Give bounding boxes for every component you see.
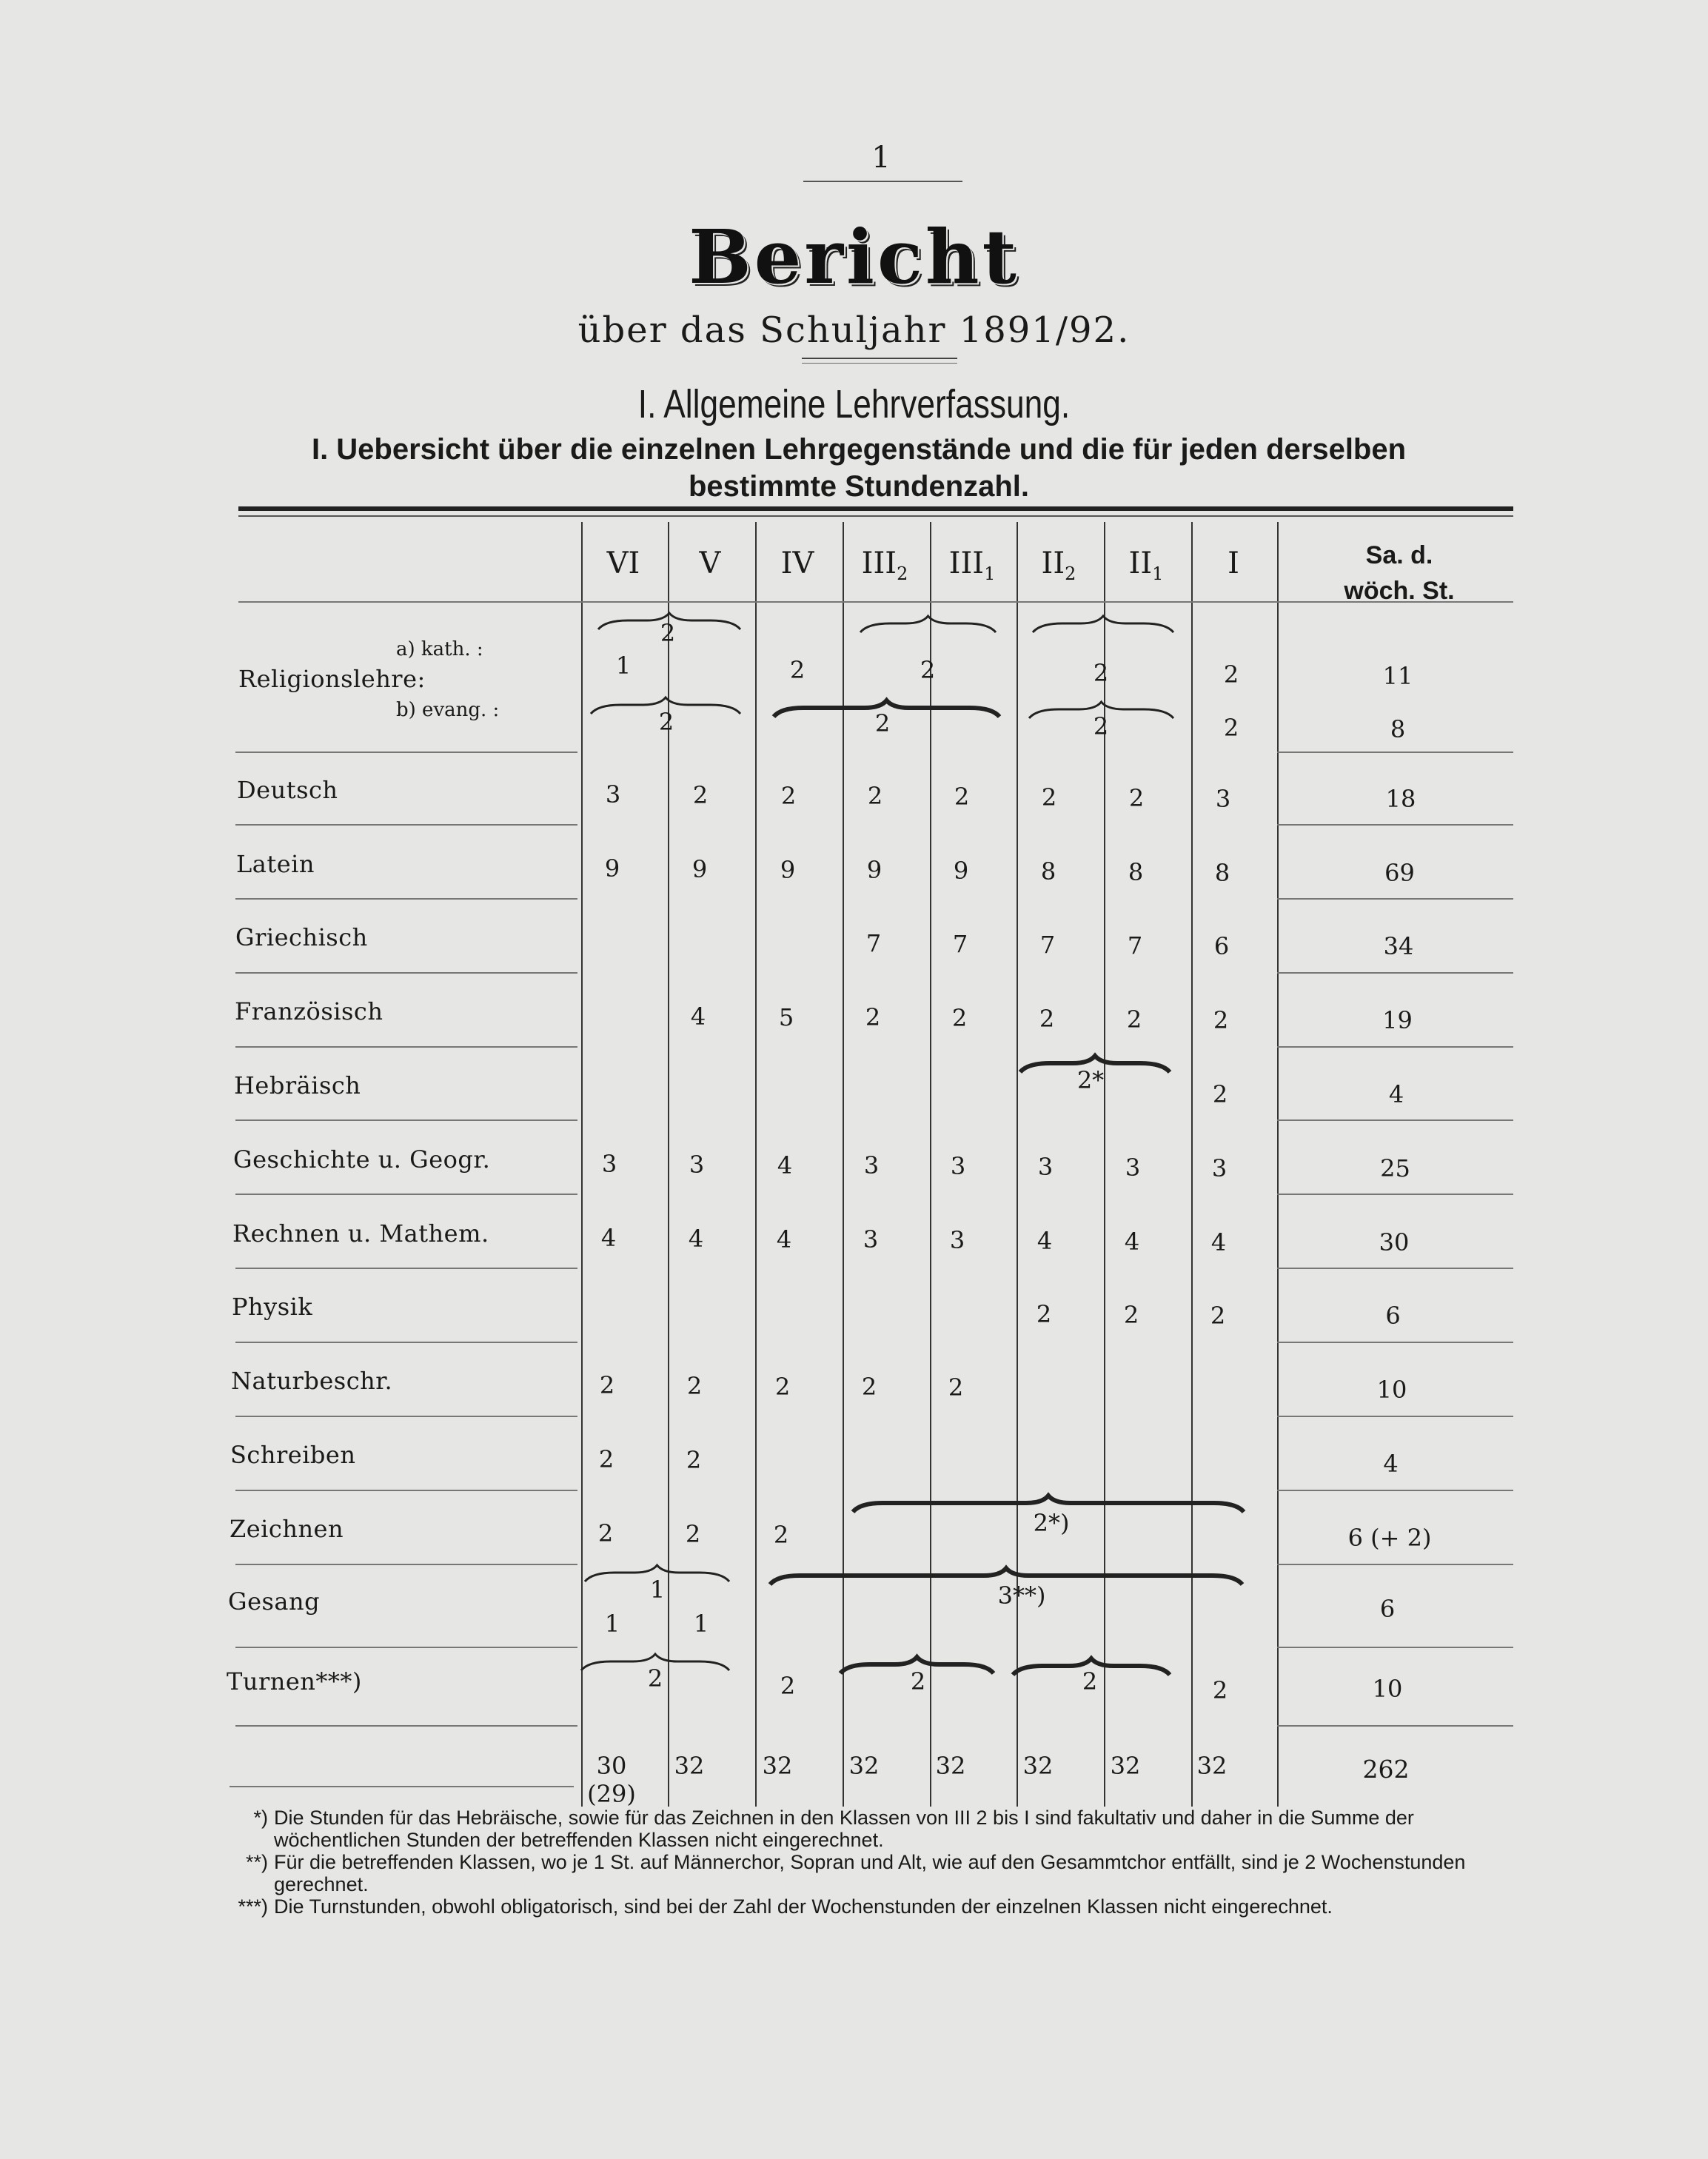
- row-total: 4: [1388, 1080, 1404, 1108]
- kath-ii-value: 2: [1093, 659, 1109, 687]
- column-header-base: II: [1041, 546, 1065, 580]
- cell-vi: 2: [597, 1519, 614, 1547]
- sum-vi: 30 (29): [587, 1752, 636, 1808]
- subject-label: Schreiben: [230, 1441, 356, 1469]
- cell-iv: 2: [774, 1372, 791, 1401]
- cell-iii2: 2: [861, 1373, 877, 1402]
- cell-iii1: 2: [951, 1004, 968, 1033]
- cell-ii2: 7: [1039, 931, 1056, 959]
- sum-iv: 32: [762, 1752, 793, 1780]
- turnen-iii-value: 2: [910, 1667, 926, 1696]
- column-header-sub: 1: [984, 563, 996, 584]
- cell-ii1: 8: [1128, 857, 1144, 886]
- cell-v: 4: [690, 1002, 706, 1031]
- sum-ii2: 32: [1022, 1752, 1054, 1780]
- cell-vi: 3: [605, 780, 621, 809]
- brace-evang-ii: [1029, 702, 1173, 718]
- footnote-2-text: Für die betreffenden Klassen, wo je 1 St. auf Männerchor, Sopran und Alt, wie auf den Gesammtchor entfällt, sind je 2 Wochenstunden gerechnet.: [274, 1851, 1466, 1895]
- cell-iii1: 7: [952, 930, 968, 959]
- footnote-3-mark: ***): [238, 1895, 268, 1918]
- turnen-label: Turnen***): [227, 1667, 362, 1696]
- cell-iv: 4: [776, 1225, 792, 1253]
- cell-ii2: 3: [1037, 1153, 1054, 1181]
- cell-ii1: 2: [1128, 783, 1145, 812]
- footnote-1: [222, 1807, 1503, 1851]
- cell-iv: 9: [780, 855, 796, 884]
- gesang-v-value: 1: [693, 1610, 709, 1638]
- cell-ii2: 2: [1036, 1300, 1052, 1328]
- sum-ii1: 32: [1110, 1752, 1141, 1780]
- row-total: 19: [1382, 1006, 1413, 1034]
- evang-i-value: 2: [1223, 714, 1239, 742]
- brace-turnen-vi-v: [581, 1654, 729, 1670]
- cell-iv: 2: [773, 1520, 789, 1549]
- cell-ii1: 2: [1126, 1005, 1142, 1034]
- column-header-sub: 2: [1065, 563, 1076, 584]
- hebraeisch-brace-value: 2*: [1076, 1066, 1105, 1094]
- turnen-i-value: 2: [1212, 1676, 1228, 1704]
- cell-ii2: 8: [1040, 857, 1056, 886]
- sum-total-value: 262: [1362, 1755, 1410, 1784]
- turnen-total-value: 10: [1372, 1675, 1403, 1703]
- cell-v: 3: [689, 1150, 705, 1179]
- cell-iii1: 2: [948, 1373, 964, 1402]
- cell-i: 2: [1210, 1301, 1226, 1330]
- cell-v: 2: [692, 780, 709, 809]
- sum-i: 32: [1196, 1752, 1228, 1780]
- evang-total-value: 8: [1390, 715, 1406, 743]
- turnen-ii-value: 2: [1082, 1667, 1098, 1696]
- cell-i: 3: [1215, 784, 1231, 813]
- row-total: 18: [1385, 785, 1416, 813]
- subject-label: Geschichte u. Geogr.: [233, 1145, 491, 1174]
- column-header-base: IV: [780, 546, 814, 580]
- cell-iii1: 3: [949, 1226, 965, 1255]
- cell-i: 6: [1213, 931, 1230, 960]
- overview-title-line1: I. Uebersicht über die einzelnen Lehrgegenstände und die für jeden derselben: [311, 433, 1407, 466]
- brace-turnen-ii: [1013, 1658, 1170, 1675]
- cell-ii1: 2: [1123, 1300, 1139, 1329]
- gesang-vi-value: 1: [604, 1610, 620, 1638]
- row-total: 69: [1384, 859, 1415, 887]
- subject-label: Französisch: [235, 997, 384, 1025]
- footnote-3: [222, 1895, 1503, 1918]
- footnotes: [222, 1807, 1503, 1918]
- evang-vi-v-value: 2: [658, 708, 674, 736]
- footnote-2: [222, 1851, 1503, 1895]
- column-header-base: VI: [606, 546, 640, 580]
- turnen-vi-v-value: 2: [647, 1664, 663, 1693]
- kath-total-value: 11: [1382, 662, 1413, 690]
- cell-iii2: 3: [863, 1151, 880, 1180]
- column-header-base: III: [861, 546, 897, 580]
- subject-label: Physik: [232, 1293, 313, 1321]
- brace-zeichnen: [853, 1496, 1244, 1512]
- religion-evang-label: b) evang. :: [396, 699, 500, 721]
- religion-label: Religionslehre:: [238, 665, 426, 693]
- kath-iii-value: 2: [920, 656, 936, 684]
- kath-i-value: 2: [1223, 660, 1239, 689]
- cell-ii2: 4: [1036, 1227, 1053, 1255]
- cell-vi: 2: [599, 1371, 615, 1399]
- cell-vi: 4: [600, 1224, 617, 1252]
- row-total: 25: [1380, 1154, 1410, 1182]
- brace-gesang-rest: [770, 1568, 1242, 1584]
- cell-i: 2: [1212, 1080, 1228, 1108]
- overview-title-line2: bestimmte Stundenzahl.: [688, 470, 1030, 503]
- brace-gesang-vi-v: [585, 1565, 729, 1581]
- cell-iii2: 2: [867, 782, 883, 811]
- sum-iii1: 32: [935, 1752, 966, 1780]
- cell-iii2: 3: [863, 1225, 879, 1254]
- report-subtitle: über das Schuljahr 1891/92.: [577, 309, 1131, 351]
- gesang-total-value: 6: [1379, 1595, 1396, 1623]
- brace-turnen-iii: [840, 1657, 994, 1673]
- gesang-brace-rest-value: 3**): [997, 1581, 1046, 1610]
- footnote-3-text: Die Turnstunden, obwohl obligatorisch, sind bei der Zahl der Wochenstunden der einzelnen Klassen nicht eingerechnet.: [274, 1895, 1333, 1918]
- sum-header-line2: wöch. St.: [1344, 577, 1455, 605]
- cell-vi: 3: [601, 1150, 617, 1178]
- page-number: 1: [871, 141, 891, 175]
- cell-ii2: 2: [1039, 1005, 1055, 1033]
- cell-i: 8: [1214, 858, 1230, 887]
- report-title: Bericht: [689, 213, 1019, 301]
- cell-iii1: 3: [950, 1152, 966, 1181]
- column-header-sub: 1: [1152, 563, 1164, 584]
- footnote-2-mark: **): [245, 1851, 268, 1873]
- cell-iv: 5: [778, 1002, 794, 1031]
- column-header-base: III: [948, 546, 985, 580]
- cell-ii2: 2: [1041, 783, 1057, 811]
- brace-hebraeisch: [1020, 1056, 1170, 1072]
- subject-label: Rechnen u. Mathem.: [232, 1219, 489, 1248]
- cell-iii2: 9: [866, 856, 883, 885]
- evang-ii-value: 2: [1093, 712, 1109, 740]
- cell-ii1: 4: [1124, 1227, 1140, 1256]
- cell-vi: 9: [604, 854, 620, 883]
- brace-evang-iv-iii: [774, 700, 999, 717]
- zeichnen-brace-value: 2*): [1033, 1509, 1070, 1537]
- subject-label: Naturbeschr.: [231, 1367, 393, 1395]
- cell-ii1: 3: [1125, 1153, 1141, 1182]
- footnote-1-mark: *): [253, 1807, 268, 1829]
- row-total: 6: [1385, 1302, 1401, 1330]
- cell-ii1: 7: [1127, 931, 1143, 960]
- cell-iii1: 9: [953, 857, 969, 886]
- row-total: 34: [1383, 932, 1414, 960]
- footnote-1-text: Die Stunden für das Hebräische, sowie für das Zeichnen in den Klassen von III 2 bis I sind fakultativ und daher in die Summe der wöchentlichen Stunden der betreffenden Klassen nicht eingerechnet.: [274, 1807, 1414, 1851]
- cell-iii2: 2: [865, 1003, 881, 1032]
- kath-brace-vi-v-value: 2: [660, 619, 676, 647]
- turnen-iv-value: 2: [780, 1672, 796, 1700]
- religion-kath-label: a) kath. :: [396, 638, 483, 660]
- brace-kath-ii: [1033, 616, 1173, 632]
- cell-iv: 4: [777, 1151, 793, 1179]
- kath-iv-value: 2: [789, 656, 806, 684]
- cell-iii2: 7: [865, 929, 882, 958]
- gesang-brace-vi-v-value: 1: [649, 1576, 666, 1604]
- section-heading: I. Allgemeine Lehrverfassung.: [637, 382, 1071, 426]
- gesang-label: Gesang: [228, 1587, 321, 1616]
- column-header-sub: 2: [897, 563, 908, 584]
- cell-i: 3: [1211, 1154, 1228, 1182]
- cell-v: 2: [686, 1371, 703, 1400]
- column-header-base: I: [1228, 546, 1239, 580]
- row-total: 10: [1376, 1376, 1407, 1404]
- cell-i: 4: [1210, 1228, 1227, 1256]
- brace-evang-vi-v: [591, 697, 740, 714]
- cell-iv: 2: [780, 781, 797, 810]
- column-header-base: II: [1128, 546, 1153, 580]
- row-total: 6 (+ 2): [1347, 1524, 1432, 1552]
- cell-v: 9: [691, 854, 708, 883]
- subject-label: Hebräisch: [234, 1071, 361, 1099]
- kath-vi-value: 1: [615, 652, 632, 680]
- cell-v: 2: [686, 1445, 702, 1474]
- sum-v: 32: [674, 1752, 705, 1780]
- sum-header-line1: Sa. d.: [1365, 541, 1433, 569]
- brace-kath-iii: [860, 616, 996, 632]
- cell-v: 4: [688, 1224, 704, 1253]
- subject-label: Griechisch: [235, 923, 368, 951]
- evang-iv-iii-value: 2: [874, 709, 891, 737]
- cell-vi: 2: [598, 1445, 614, 1473]
- subject-label: Latein: [236, 850, 315, 878]
- column-header-base: V: [699, 546, 721, 580]
- cell-i: 2: [1213, 1005, 1229, 1034]
- sum-iii2: 32: [848, 1752, 880, 1780]
- subject-label: Deutsch: [237, 776, 338, 804]
- subject-label: Zeichnen: [230, 1515, 344, 1543]
- cell-v: 2: [685, 1519, 701, 1548]
- cell-iii1: 2: [954, 783, 970, 811]
- row-total: 4: [1383, 1450, 1399, 1478]
- brace-kath-vi-v: [598, 613, 740, 629]
- row-total: 30: [1379, 1228, 1410, 1256]
